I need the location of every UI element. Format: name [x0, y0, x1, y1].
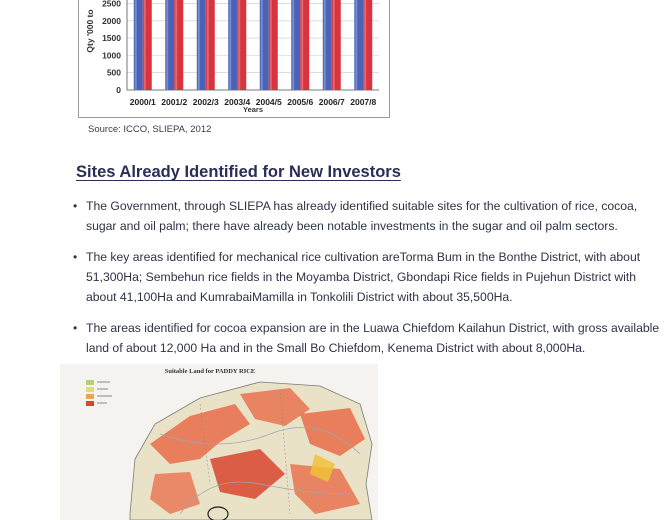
bar-highlight [144, 0, 146, 90]
bullet-item [70, 318, 660, 358]
y-tick-label: 0 [116, 85, 121, 95]
bullet-text: The areas identified for cocoa expansion are in the Luawa Chiefdom Kailahun District, with gross available land of about 12,000 Ha and in the Small Bo Chiefdom, Kenema District with about 8,000Ha. [86, 321, 660, 355]
bar-highlight [355, 0, 357, 90]
bar-highlight [238, 0, 240, 90]
bullet-item [70, 196, 660, 236]
chart-source: Source: ICCO, SLIEPA, 2012 [88, 124, 212, 135]
bar-highlight [301, 0, 303, 90]
bar-highlight [198, 0, 200, 90]
map-legend [86, 380, 112, 406]
x-tick-label: 2000/1 [129, 97, 156, 107]
bar-highlight [364, 0, 366, 90]
bar-highlight [270, 0, 272, 90]
x-tick-label: 2006/7 [318, 97, 345, 107]
map-graphic [60, 364, 378, 520]
y-tick-label: 2500 [102, 0, 121, 9]
x-tick-label: 2002/3 [192, 97, 219, 107]
bar-chart [79, 0, 391, 118]
bullet-text: The key areas identified for mechanical rice cultivation areTorma Bum in the Bonthe District, with about 51,300Ha; Sembehun rice fields in the Moyamba District, Gbondapi Rice fields in Pujehun District with about 41,100Ha and KumrabaiMamilla in Tonkolili District with about 35,500Ha. [86, 250, 641, 304]
x-tick-label: 2001/2 [161, 97, 188, 107]
section-heading: Sites Already Identified for New Investors [76, 163, 401, 181]
y-tick-label: 2000 [102, 15, 121, 26]
x-axis-title: Years [242, 105, 264, 114]
bar-highlight [324, 0, 326, 90]
x-tick-label: 2007/8 [350, 97, 377, 107]
bar-highlight [207, 0, 209, 90]
bullet-marker: • [73, 250, 78, 264]
bar-highlight [166, 0, 168, 90]
bar-highlight [229, 0, 231, 90]
bullet-text: The Government, through SLIEPA has already identified suitable sites for the cultivation of rice, cocoa, sugar and oil palm; there have already been notable investments in the sugar and oil palm sectors. [86, 199, 638, 233]
x-tick-label: 2005/6 [287, 97, 314, 107]
bar-highlight [135, 0, 137, 90]
chart-frame [78, 0, 390, 118]
bar-highlight [292, 0, 294, 90]
y-tick-label: 1500 [102, 33, 121, 44]
bullet-list [70, 196, 660, 369]
y-tick-label: 500 [106, 67, 121, 78]
bullet-item [70, 247, 660, 307]
x-tick-label: 2003/4 [224, 97, 251, 107]
x-tick-label: 2004/5 [255, 97, 282, 107]
y-tick-label: 1000 [102, 50, 121, 61]
paddy-rice-map [60, 364, 378, 520]
map-title: Suitable Land for PADDY RICE [164, 368, 256, 375]
bar-highlight [261, 0, 263, 90]
bar-highlight [175, 0, 177, 90]
y-axis-title: Qty '000 to [85, 9, 95, 53]
bullet-marker: • [73, 321, 78, 335]
bar-highlight [333, 0, 335, 90]
bullet-marker: • [73, 199, 78, 213]
